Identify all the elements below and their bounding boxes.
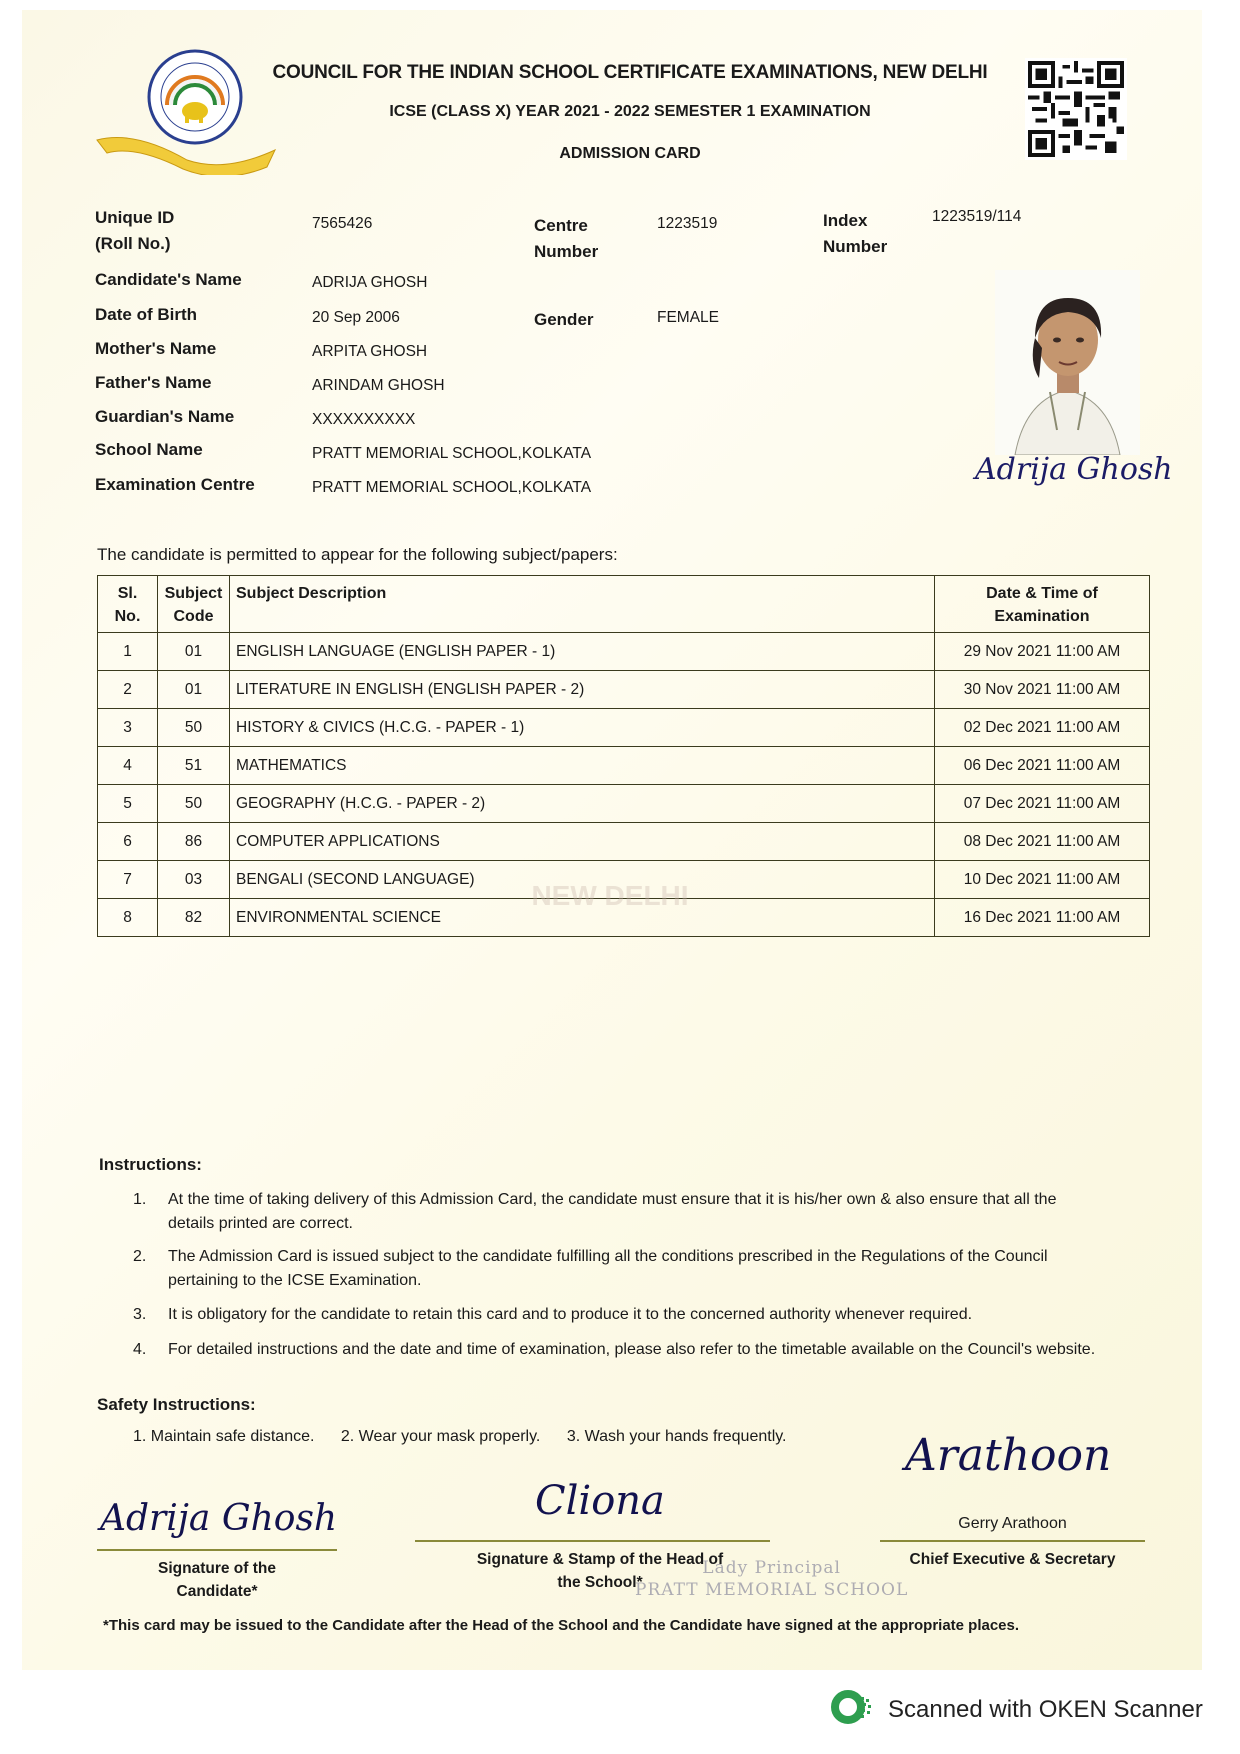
index-number-label: Index Number <box>823 211 888 256</box>
subject-description-cell: HISTORY & CIVICS (H.C.G. - PAPER - 1) <box>230 709 935 747</box>
candidate-photo <box>995 270 1140 455</box>
safety-instructions-heading: Safety Instructions: <box>97 1395 256 1414</box>
gender-label: Gender <box>534 310 594 329</box>
candidate-name-label: Candidate's Name <box>95 270 242 289</box>
subject-description-cell: COMPUTER APPLICATIONS <box>230 823 935 861</box>
document-title: ADMISSION CARD <box>559 145 701 162</box>
permit-text: The candidate is permitted to appear for the following subject/papers: <box>97 545 618 564</box>
subject-description-cell: LITERATURE IN ENGLISH (ENGLISH PAPER - 2) <box>230 671 935 709</box>
safety-instructions <box>133 1428 809 1446</box>
background-watermark: NEW DELHI <box>531 880 689 911</box>
index-number-value: 1223519/114 <box>932 208 1022 225</box>
subject-code-cell: 01 <box>158 633 230 671</box>
subject-description-cell: MATHEMATICS <box>230 747 935 785</box>
guardian-name-label: Guardian's Name <box>95 407 235 426</box>
chief-name: Gerry Arathoon <box>958 1515 1067 1532</box>
head-signature-line <box>415 1540 770 1542</box>
date-time-cell: 07 Dec 2021 11:00 AM <box>935 785 1150 823</box>
exam-centre-label: Examination Centre <box>95 475 255 494</box>
instruction-item: 4. For detailed instructions and the date and time of examination, please also refer to the timetable available on the Council's website. <box>133 1341 1096 1358</box>
sl-no-cell: 1 <box>98 633 158 671</box>
dob-value: 20 Sep 2006 <box>312 309 400 326</box>
date-time-cell: 08 Dec 2021 11:00 AM <box>935 823 1150 861</box>
head-signature-label: Signature & Stamp of the Head of the School* <box>476 1551 724 1591</box>
safety-item: 3. Wash your hands frequently. <box>566 1428 787 1445</box>
subject-code-cell: 86 <box>158 823 230 861</box>
candidate-signature-label: Signature of the Candidate* <box>158 1560 276 1600</box>
subject-code-cell: 51 <box>158 747 230 785</box>
sl-no-header: Sl. No. <box>98 576 158 633</box>
table-row <box>98 785 1150 823</box>
instruction-item: 1. At the time of taking delivery of this Admission Card, the candidate must ensure that it is his/her own & also ensure that all the details printed are correct. <box>133 1191 1057 1232</box>
council-title: COUNCIL FOR THE INDIAN SCHOOL CERTIFICATE EXAMINATIONS, NEW DELHI <box>272 62 988 83</box>
subject-code-cell: 82 <box>158 899 230 937</box>
centre-number-value: 1223519 <box>657 215 718 232</box>
sl-no-cell: 4 <box>98 747 158 785</box>
school-name-value: PRATT MEMORIAL SCHOOL,KOLKATA <box>312 445 592 462</box>
subject-code-header: Subject Code <box>158 576 230 633</box>
table-row <box>98 823 1150 861</box>
chief-signature-line <box>880 1540 1145 1542</box>
school-name-label: School Name <box>95 440 203 459</box>
candidate-signature: Adrija Ghosh <box>100 1498 338 1539</box>
subject-description-header: Subject Description <box>230 576 935 633</box>
date-time-header: Date & Time of Examination <box>935 576 1150 633</box>
gender-value: FEMALE <box>657 309 720 326</box>
table-row <box>98 709 1150 747</box>
school-stamp: Lady Principal PRATT MEMORIAL SCHOOL <box>635 1558 909 1600</box>
table-header-row <box>98 576 1150 633</box>
chief-signature: Arathoon <box>905 1430 1112 1481</box>
sl-no-cell: 6 <box>98 823 158 861</box>
sl-no-cell: 7 <box>98 861 158 899</box>
dob-label: Date of Birth <box>95 305 197 324</box>
unique-id-label: Unique ID (Roll No.) <box>95 208 175 253</box>
mother-name-value: ARPITA GHOSH <box>312 343 428 360</box>
sl-no-cell: 8 <box>98 899 158 937</box>
subject-description-cell: GEOGRAPHY (H.C.G. - PAPER - 2) <box>230 785 935 823</box>
subject-code-cell: 03 <box>158 861 230 899</box>
head-signature: Cliona <box>535 1478 665 1524</box>
table-row <box>98 671 1150 709</box>
date-time-cell: 02 Dec 2021 11:00 AM <box>935 709 1150 747</box>
footnote: *This card may be issued to the Candidate after the Head of the School and the Candidate have signed at the appropriate places. <box>103 1617 1020 1634</box>
table-row <box>98 747 1150 785</box>
qr-code-icon <box>1025 58 1127 160</box>
exam-title: ICSE (CLASS X) YEAR 2021 - 2022 SEMESTER 1 EXAMINATION <box>389 103 871 120</box>
father-name-label: Father's Name <box>95 373 212 392</box>
subject-description-cell: BENGALI (SECOND LANGUAGE) <box>230 861 935 899</box>
mother-name-label: Mother's Name <box>95 339 217 358</box>
candidate-name-value: ADRIJA GHOSH <box>312 274 428 291</box>
instructions-heading: Instructions: <box>99 1155 202 1174</box>
subject-code-cell: 50 <box>158 785 230 823</box>
instruction-item: 3. It is obligatory for the candidate to retain this card and to produce it to the concerned authority whenever required. <box>133 1306 973 1323</box>
sl-no-cell: 5 <box>98 785 158 823</box>
subject-description-cell: ENGLISH LANGUAGE (ENGLISH PAPER - 1) <box>230 633 935 671</box>
photo-signature: Adrija Ghosh <box>975 452 1173 487</box>
chief-title: Chief Executive & Secretary <box>909 1551 1116 1568</box>
father-name-value: ARINDAM GHOSH <box>312 377 445 394</box>
sl-no-cell: 2 <box>98 671 158 709</box>
date-time-cell: 30 Nov 2021 11:00 AM <box>935 671 1150 709</box>
subject-code-cell: 50 <box>158 709 230 747</box>
scanner-text: Scanned with OKEN Scanner <box>888 1695 1203 1723</box>
instruction-item: 2. The Admission Card is issued subject to the candidate fulfilling all the conditions prescribed in the Regulations of the Council pertaining to the ICSE Examination. <box>133 1248 1048 1289</box>
centre-number-label: Centre Number <box>534 216 599 261</box>
subject-description-cell: ENVIRONMENTAL SCIENCE <box>230 899 935 937</box>
date-time-cell: 16 Dec 2021 11:00 AM <box>935 899 1150 937</box>
guardian-name-value: XXXXXXXXXX <box>312 411 416 428</box>
table-row <box>98 633 1150 671</box>
subject-code-cell: 01 <box>158 671 230 709</box>
date-time-cell: 06 Dec 2021 11:00 AM <box>935 747 1150 785</box>
unique-id-value: 7565426 <box>312 215 373 232</box>
safety-item: 2. Wear your mask properly. <box>340 1428 541 1445</box>
sl-no-cell: 3 <box>98 709 158 747</box>
safety-item: 1. Maintain safe distance. <box>133 1428 315 1445</box>
candidate-signature-line <box>97 1549 337 1551</box>
oken-scanner-icon <box>830 1687 874 1732</box>
exam-centre-value: PRATT MEMORIAL SCHOOL,KOLKATA <box>312 479 592 496</box>
date-time-cell: 29 Nov 2021 11:00 AM <box>935 633 1150 671</box>
scanner-badge <box>830 1687 1203 1732</box>
date-time-cell: 10 Dec 2021 11:00 AM <box>935 861 1150 899</box>
